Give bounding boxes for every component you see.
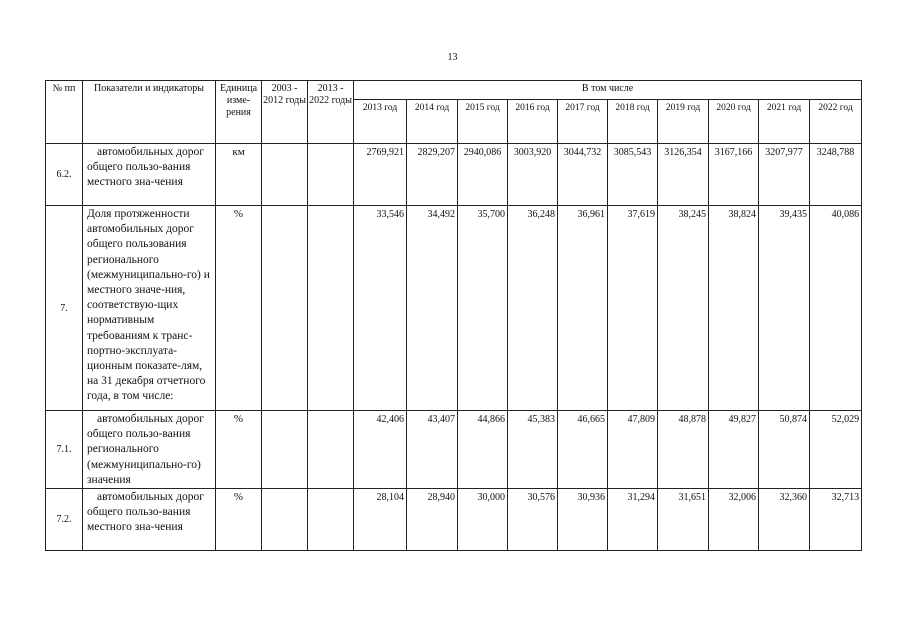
year-header: 2016 год <box>508 100 558 144</box>
value-cell: 2940,086 <box>458 144 508 206</box>
value-cell: 30,936 <box>558 489 608 551</box>
value-cell: 46,665 <box>558 411 608 489</box>
value-cell: 32,006 <box>709 489 759 551</box>
row-number: 7.1. <box>46 411 83 489</box>
value-cell: 33,546 <box>354 206 407 411</box>
table-row <box>46 206 862 411</box>
value-cell: 31,294 <box>608 489 658 551</box>
value-cell: 34,492 <box>407 206 458 411</box>
year-header: 2022 год <box>810 100 862 144</box>
indicator-name: автомобильных дорог общего пользо-вания местного зна-чения <box>83 489 216 551</box>
period-2013-2022-cell <box>308 489 354 551</box>
indicator-name: Доля протяженности автомобильных дорог общего пользования регионального (межмуниципально-го) и местного значе-ния, соответствую-щих нормативным требованиям к транс-портно-эксплуата-ционным показате-лям, на 31 декабря отчетного года, в том числе: <box>83 206 216 411</box>
header-unit: Единица изме-рения <box>216 81 262 144</box>
table-row <box>46 411 862 489</box>
value-cell: 47,809 <box>608 411 658 489</box>
header-num: № пп <box>46 81 83 144</box>
value-cell: 30,576 <box>508 489 558 551</box>
year-header: 2017 год <box>558 100 608 144</box>
period-2003-2012-cell <box>262 411 308 489</box>
period-2003-2012-cell <box>262 489 308 551</box>
row-number: 7.2. <box>46 489 83 551</box>
value-cell: 38,824 <box>709 206 759 411</box>
header-indicator: Показатели и индикаторы <box>83 81 216 144</box>
year-header: 2013 год <box>354 100 407 144</box>
unit-cell: км <box>216 144 262 206</box>
period-2013-2022-cell <box>308 411 354 489</box>
unit-cell: % <box>216 411 262 489</box>
value-cell: 49,827 <box>709 411 759 489</box>
unit-cell: % <box>216 206 262 411</box>
table-row <box>46 489 862 551</box>
value-cell: 36,961 <box>558 206 608 411</box>
row-number: 6.2. <box>46 144 83 206</box>
value-cell: 3003,920 <box>508 144 558 206</box>
row-number: 7. <box>46 206 83 411</box>
value-cell: 3167,166 <box>709 144 759 206</box>
header-period-2003-2012: 2003 - 2012 годы <box>262 81 308 144</box>
table-row <box>46 144 862 206</box>
period-2013-2022-cell <box>308 144 354 206</box>
value-cell: 48,878 <box>658 411 709 489</box>
value-cell: 3085,543 <box>608 144 658 206</box>
value-cell: 3126,354 <box>658 144 709 206</box>
period-2003-2012-cell <box>262 206 308 411</box>
header-including: В том числе <box>354 81 862 100</box>
year-header: 2014 год <box>407 100 458 144</box>
value-cell: 39,435 <box>759 206 810 411</box>
value-cell: 45,383 <box>508 411 558 489</box>
value-cell: 38,245 <box>658 206 709 411</box>
indicator-name: автомобильных дорог общего пользо-вания местного зна-чения <box>83 144 216 206</box>
value-cell: 28,940 <box>407 489 458 551</box>
page-number: 13 <box>447 52 458 63</box>
header-period-2013-2022: 2013 - 2022 годы <box>308 81 354 144</box>
value-cell: 42,406 <box>354 411 407 489</box>
value-cell: 32,360 <box>759 489 810 551</box>
value-cell: 2829,207 <box>407 144 458 206</box>
year-header: 2020 год <box>709 100 759 144</box>
period-2003-2012-cell <box>262 144 308 206</box>
value-cell: 52,029 <box>810 411 862 489</box>
year-header: 2019 год <box>658 100 709 144</box>
value-cell: 36,248 <box>508 206 558 411</box>
value-cell: 40,086 <box>810 206 862 411</box>
value-cell: 35,700 <box>458 206 508 411</box>
value-cell: 50,874 <box>759 411 810 489</box>
value-cell: 44,866 <box>458 411 508 489</box>
value-cell: 3248,788 <box>810 144 862 206</box>
period-2013-2022-cell <box>308 206 354 411</box>
value-cell: 32,713 <box>810 489 862 551</box>
value-cell: 28,104 <box>354 489 407 551</box>
indicators-table <box>45 80 862 551</box>
value-cell: 31,651 <box>658 489 709 551</box>
year-header: 2018 год <box>608 100 658 144</box>
value-cell: 3044,732 <box>558 144 608 206</box>
unit-cell: % <box>216 489 262 551</box>
year-header: 2015 год <box>458 100 508 144</box>
value-cell: 30,000 <box>458 489 508 551</box>
value-cell: 43,407 <box>407 411 458 489</box>
value-cell: 37,619 <box>608 206 658 411</box>
value-cell: 3207,977 <box>759 144 810 206</box>
value-cell: 2769,921 <box>354 144 407 206</box>
indicator-name: автомобильных дорог общего пользо-вания регионального (межмуниципально-го) значения <box>83 411 216 489</box>
year-header: 2021 год <box>759 100 810 144</box>
